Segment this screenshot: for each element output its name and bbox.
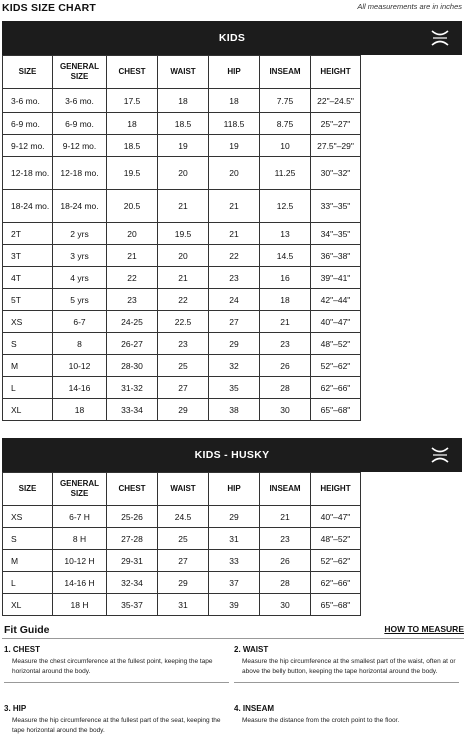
table-cell: 25 — [158, 355, 209, 377]
table-cell: 62"–66" — [311, 572, 361, 594]
table-cell: 21 — [209, 223, 260, 245]
table-cell: 18 H — [53, 594, 107, 616]
table-cell: 33-34 — [107, 399, 158, 421]
table-cell: 3T — [3, 245, 53, 267]
table-cell: 35-37 — [107, 594, 158, 616]
table-cell: 28-30 — [107, 355, 158, 377]
table-cell: 3-6 mo. — [3, 89, 53, 113]
table-cell: 18 — [53, 399, 107, 421]
table-row — [3, 311, 361, 333]
table-cell: XS — [3, 506, 53, 528]
table-cell: 31 — [158, 594, 209, 616]
table-cell: 20 — [209, 157, 260, 190]
table-cell: 32-34 — [107, 572, 158, 594]
table-cell: 3-6 mo. — [53, 89, 107, 113]
table-cell: 18-24 mo. — [53, 190, 107, 223]
table-cell: 39 — [209, 594, 260, 616]
table-header-row — [3, 473, 361, 506]
table-cell: 32 — [209, 355, 260, 377]
table-cell: 23 — [107, 289, 158, 311]
table-cell: 30 — [260, 399, 311, 421]
fit-item-heading: 3. HIP — [4, 704, 27, 713]
kids-size-chart — [2, 21, 462, 421]
table-cell: 30 — [260, 594, 311, 616]
table-cell: 62"–66" — [311, 377, 361, 399]
table-cell: 31-32 — [107, 377, 158, 399]
table-cell: 13 — [260, 223, 311, 245]
table-cell: 27 — [158, 377, 209, 399]
table-cell: 20 — [158, 245, 209, 267]
column-header: HIP — [209, 473, 260, 506]
table-cell: 25-26 — [107, 506, 158, 528]
fit-item-text: Measure the chest circumference at the fullest point, keeping the tape horizontal around the body. — [12, 658, 213, 675]
table-cell: 20.5 — [107, 190, 158, 223]
table-cell: 4T — [3, 267, 53, 289]
table-cell: 24.5 — [158, 506, 209, 528]
table-cell: L — [3, 572, 53, 594]
table-cell: 24-25 — [107, 311, 158, 333]
table-cell: 22"–24.5" — [311, 89, 361, 113]
table-cell: 38 — [209, 399, 260, 421]
table-cell: 21 — [260, 506, 311, 528]
table-row — [3, 528, 361, 550]
table-cell: 33 — [209, 550, 260, 572]
fit-item-chest — [4, 645, 229, 683]
table-row — [3, 377, 361, 399]
page-title: KIDS SIZE CHART — [2, 2, 97, 14]
table-cell: 14-16 — [53, 377, 107, 399]
kids-size-table — [2, 55, 361, 421]
table-cell: 19 — [158, 135, 209, 157]
table-row — [3, 157, 361, 190]
table-cell: 23 — [260, 528, 311, 550]
table-cell: 6-7 — [53, 311, 107, 333]
table-row — [3, 89, 361, 113]
column-header: WAIST — [158, 473, 209, 506]
column-header: HEIGHT — [311, 473, 361, 506]
table-cell: 6-9 mo. — [3, 113, 53, 135]
table-cell: 21 — [107, 245, 158, 267]
table-cell: 25 — [158, 528, 209, 550]
table-cell: 29 — [209, 333, 260, 355]
table-cell: 23 — [158, 333, 209, 355]
table-row — [3, 399, 361, 421]
table-cell: 22 — [107, 267, 158, 289]
table-cell: 19.5 — [107, 157, 158, 190]
table-cell: 30"–32" — [311, 157, 361, 190]
table-cell: 24 — [209, 289, 260, 311]
table-cell: 10-12 — [53, 355, 107, 377]
table-cell: 18 — [209, 89, 260, 113]
brand-logo-icon — [430, 446, 450, 464]
table-cell: 48"–52" — [311, 528, 361, 550]
fit-item-text: Measure the hip circumference at the fullest part of the seat, keeping the tape horizontal around the body. — [12, 717, 221, 734]
fit-guide-title: Fit Guide — [4, 624, 50, 636]
table-cell: 27 — [158, 550, 209, 572]
table-cell: 14.5 — [260, 245, 311, 267]
table-cell: 33"–35" — [311, 190, 361, 223]
table-cell: 20 — [107, 223, 158, 245]
divider — [234, 682, 459, 683]
table-cell: 6-7 H — [53, 506, 107, 528]
kids-chart-header — [2, 21, 462, 55]
table-row — [3, 113, 361, 135]
table-cell: XL — [3, 399, 53, 421]
table-row — [3, 572, 361, 594]
table-cell: 5 yrs — [53, 289, 107, 311]
column-header: GENERAL SIZE — [53, 56, 107, 89]
table-cell: 52"–62" — [311, 355, 361, 377]
table-cell: 6-9 mo. — [53, 113, 107, 135]
table-cell: S — [3, 333, 53, 355]
husky-chart-header — [2, 438, 462, 472]
table-row — [3, 223, 361, 245]
table-cell: 4 yrs — [53, 267, 107, 289]
table-cell: 40"–47" — [311, 311, 361, 333]
how-to-measure-link[interactable]: HOW TO MEASURE — [384, 624, 464, 634]
table-cell: 18 — [158, 89, 209, 113]
table-cell: 17.5 — [107, 89, 158, 113]
table-cell: 36"–38" — [311, 245, 361, 267]
kids-chart-title: KIDS — [218, 32, 246, 44]
table-cell: 7.75 — [260, 89, 311, 113]
table-cell: 31 — [209, 528, 260, 550]
column-header: INSEAM — [260, 473, 311, 506]
table-cell: 27 — [209, 311, 260, 333]
table-cell: 29 — [158, 399, 209, 421]
table-cell: XL — [3, 594, 53, 616]
top-bar — [0, 0, 465, 20]
table-cell: 25"–27" — [311, 113, 361, 135]
table-cell: 18-24 mo. — [3, 190, 53, 223]
husky-chart-title: KIDS - HUSKY — [194, 449, 270, 461]
column-header: HEIGHT — [311, 56, 361, 89]
table-cell: 27-28 — [107, 528, 158, 550]
table-cell: 18 — [107, 113, 158, 135]
table-cell: 22.5 — [158, 311, 209, 333]
table-row — [3, 550, 361, 572]
column-header: CHEST — [107, 56, 158, 89]
table-cell: 10-12 H — [53, 550, 107, 572]
fit-item-heading: 1. CHEST — [4, 645, 41, 654]
table-row — [3, 333, 361, 355]
table-cell: 21 — [158, 190, 209, 223]
table-cell: 65"–68" — [311, 399, 361, 421]
table-cell: 14-16 H — [53, 572, 107, 594]
table-cell: 23 — [209, 267, 260, 289]
table-cell: 21 — [158, 267, 209, 289]
brand-logo-icon — [430, 29, 450, 47]
table-cell: 26-27 — [107, 333, 158, 355]
table-cell: 27.5"–29" — [311, 135, 361, 157]
divider — [2, 638, 464, 639]
table-cell: 28 — [260, 377, 311, 399]
table-cell: 2 yrs — [53, 223, 107, 245]
table-cell: 2T — [3, 223, 53, 245]
table-cell: 40"–47" — [311, 506, 361, 528]
table-row — [3, 267, 361, 289]
fit-item-waist — [234, 645, 459, 683]
column-header: CHEST — [107, 473, 158, 506]
fit-item-hip — [4, 704, 229, 736]
table-cell: 26 — [260, 550, 311, 572]
table-cell: 18.5 — [107, 135, 158, 157]
table-row — [3, 289, 361, 311]
column-header: HIP — [209, 56, 260, 89]
table-cell: 12.5 — [260, 190, 311, 223]
table-cell: 9-12 mo. — [53, 135, 107, 157]
table-cell: 8 — [53, 333, 107, 355]
husky-size-chart — [2, 438, 462, 616]
fit-item-text: Measure the distance from the crotch point to the floor. — [242, 717, 400, 724]
table-cell: 3 yrs — [53, 245, 107, 267]
table-cell: 26 — [260, 355, 311, 377]
table-cell: S — [3, 528, 53, 550]
table-cell: XS — [3, 311, 53, 333]
table-row — [3, 190, 361, 223]
table-cell: L — [3, 377, 53, 399]
table-row — [3, 355, 361, 377]
fit-item-text: Measure the hip circumference at the smallest part of the waist, often at or above the belly button, keeping the tape horizontal around the body. — [242, 658, 456, 675]
column-header: SIZE — [3, 473, 53, 506]
table-cell: 5T — [3, 289, 53, 311]
table-cell: M — [3, 550, 53, 572]
table-cell: 21 — [209, 190, 260, 223]
husky-size-table — [2, 472, 361, 616]
fit-item-inseam — [234, 704, 459, 726]
table-cell: 8 H — [53, 528, 107, 550]
table-cell: 29 — [158, 572, 209, 594]
table-cell: 19.5 — [158, 223, 209, 245]
table-cell: 19 — [209, 135, 260, 157]
table-cell: M — [3, 355, 53, 377]
table-cell: 12-18 mo. — [3, 157, 53, 190]
table-cell: 52"–62" — [311, 550, 361, 572]
table-cell: 11.25 — [260, 157, 311, 190]
divider — [4, 682, 229, 683]
table-row — [3, 245, 361, 267]
fit-item-heading: 2. WAIST — [234, 645, 269, 654]
table-cell: 20 — [158, 157, 209, 190]
table-cell: 48"–52" — [311, 333, 361, 355]
table-cell: 28 — [260, 572, 311, 594]
column-header: WAIST — [158, 56, 209, 89]
table-cell: 10 — [260, 135, 311, 157]
column-header: GENERAL SIZE — [53, 473, 107, 506]
table-cell: 39"–41" — [311, 267, 361, 289]
table-header-row — [3, 56, 361, 89]
table-cell: 37 — [209, 572, 260, 594]
table-cell: 34"–35" — [311, 223, 361, 245]
table-cell: 42"–44" — [311, 289, 361, 311]
table-cell: 23 — [260, 333, 311, 355]
table-cell: 65"–68" — [311, 594, 361, 616]
table-row — [3, 594, 361, 616]
column-header: SIZE — [3, 56, 53, 89]
table-cell: 18.5 — [158, 113, 209, 135]
table-cell: 9-12 mo. — [3, 135, 53, 157]
table-cell: 22 — [158, 289, 209, 311]
table-cell: 29 — [209, 506, 260, 528]
table-cell: 8.75 — [260, 113, 311, 135]
table-cell: 35 — [209, 377, 260, 399]
fit-item-heading: 4. INSEAM — [234, 704, 275, 713]
table-row — [3, 135, 361, 157]
table-row — [3, 506, 361, 528]
table-cell: 21 — [260, 311, 311, 333]
table-cell: 16 — [260, 267, 311, 289]
measurement-note: All measurements are in inches — [357, 2, 462, 11]
column-header: INSEAM — [260, 56, 311, 89]
table-cell: 22 — [209, 245, 260, 267]
table-cell: 18 — [260, 289, 311, 311]
table-cell: 118.5 — [209, 113, 260, 135]
table-cell: 12-18 mo. — [53, 157, 107, 190]
table-cell: 29-31 — [107, 550, 158, 572]
